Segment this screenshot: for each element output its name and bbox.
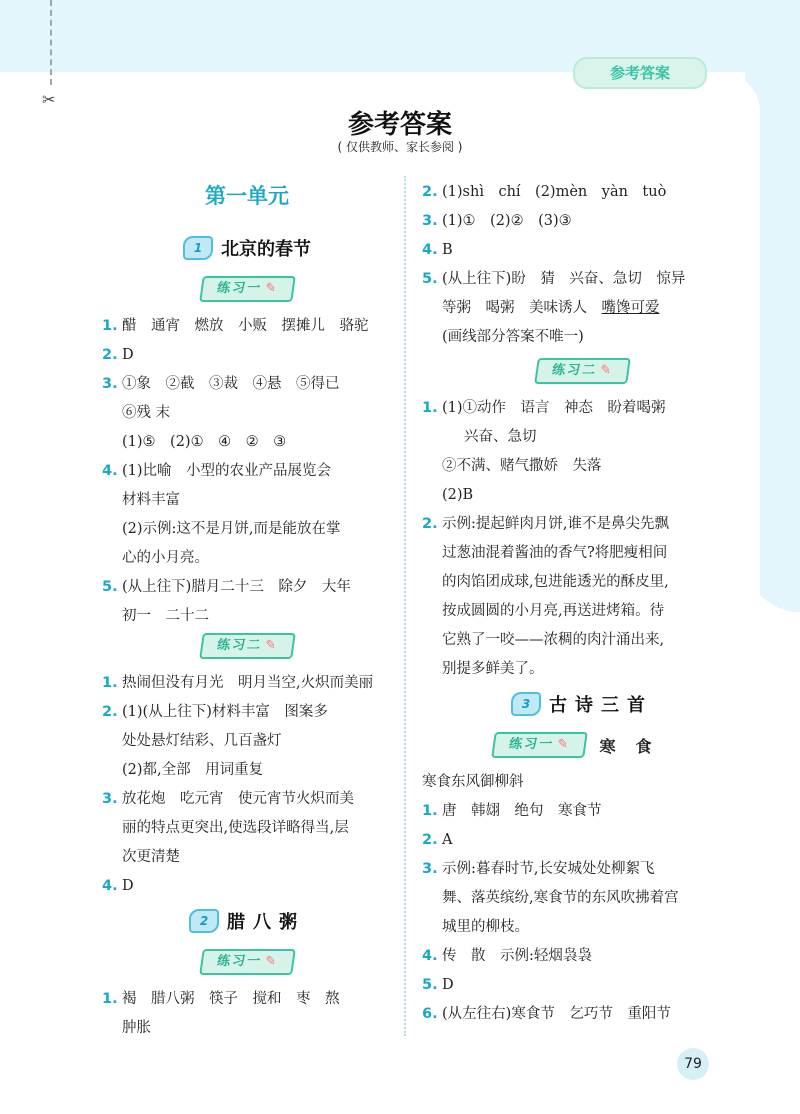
answer-text: 示例:暮春时节,长安城处处柳絮飞	[442, 861, 655, 877]
page-number: 79	[677, 1048, 709, 1080]
page-title: 参考答案	[347, 110, 452, 140]
answer-line	[102, 544, 392, 573]
answer-text: (从左往右)寒食节 乞巧节 重阳节	[442, 1006, 671, 1022]
right-column	[422, 178, 742, 1029]
question-number: 3.	[422, 861, 438, 877]
answer-text: 醋 通宵 燃放 小贩 摆摊儿 骆驼	[122, 318, 369, 334]
answer-line	[102, 486, 392, 515]
question-number: 3.	[422, 213, 438, 229]
page-subtitle: ( 仅供教师、家长参阅 )	[337, 140, 463, 154]
answer-line	[422, 265, 742, 294]
column-divider	[404, 176, 406, 1036]
question-number: 1.	[102, 991, 118, 1007]
scissors-icon: ✂	[42, 90, 56, 109]
answer-text: 等粥 喝粥 美味诱人	[442, 300, 602, 316]
lesson-number-icon: 3	[511, 692, 541, 716]
answer-text: 过葱油混着酱油的香气?将肥瘦相间	[442, 545, 668, 561]
answer-line	[102, 785, 392, 814]
question-number: 5.	[422, 271, 438, 287]
answer-line	[422, 855, 742, 884]
pencil-icon: ✎	[555, 737, 571, 752]
answer-line	[102, 843, 392, 872]
answer-text: 处处悬灯结彩、几百盏灯	[122, 733, 282, 749]
pencil-icon: ✎	[598, 363, 614, 378]
answer-text: (1)比喻 小型的农业产品展览会	[122, 463, 332, 479]
exercise-label: 练习一	[507, 737, 555, 752]
answer-line	[422, 423, 742, 452]
answer-line	[422, 655, 742, 684]
answer-list	[102, 669, 392, 901]
answer-text: 肿胀	[122, 1020, 151, 1036]
question-number: 4.	[422, 948, 438, 964]
answer-text: 初一 二十二	[122, 608, 209, 624]
pencil-icon: ✎	[263, 954, 279, 969]
answer-line	[422, 539, 742, 568]
underlined-answer: 嘴馋可爱	[601, 300, 660, 316]
answer-text: B	[442, 242, 453, 258]
lesson-heading	[102, 228, 392, 268]
exercise-heading	[422, 356, 742, 386]
unit-title: 第一单元	[205, 184, 289, 208]
answer-line	[102, 602, 392, 631]
answer-text: D	[442, 977, 454, 993]
question-number: 3.	[102, 376, 118, 392]
left-column	[102, 178, 392, 1043]
answer-line	[422, 294, 742, 323]
answer-line: (画线部分答案不唯一)	[442, 329, 584, 345]
lesson-heading	[102, 901, 392, 941]
answer-line	[102, 370, 392, 399]
question-number: 4.	[422, 242, 438, 258]
answer-text: 丽的特点更突出,使选段详略得当,层	[122, 820, 349, 836]
answer-text: 按成圆圆的小月亮,再送进烤箱。待	[442, 603, 665, 619]
lesson-number-icon: 1	[183, 236, 213, 260]
answer-text: (1)(从上往下)材料丰富 图案多	[122, 704, 328, 720]
answer-list	[422, 768, 742, 1029]
question-number: 1.	[102, 675, 118, 691]
answer-text: D	[122, 878, 134, 894]
answer-line	[102, 1014, 392, 1043]
answer-tag: 参考答案	[573, 57, 707, 89]
exercise-badge	[534, 358, 631, 384]
answer-text: 次更清楚	[122, 849, 180, 865]
pencil-icon: ✎	[263, 281, 279, 296]
answer-line	[422, 452, 742, 481]
question-number: 2.	[102, 347, 118, 363]
answer-line	[422, 178, 742, 207]
answer-text: 它熟了一咬——浓稠的肉汁涌出来,	[442, 632, 665, 648]
exercise-badge	[199, 949, 296, 975]
answer-list	[422, 178, 742, 294]
poem-title: 寒食	[599, 736, 672, 756]
answer-line	[422, 394, 742, 423]
answer-text: (1)⑤ (2)① ④ ② ③	[122, 434, 287, 450]
answer-text: 舞、落英缤纷,寒食节的东风吹拂着宫	[442, 890, 679, 906]
lesson-heading	[422, 684, 742, 724]
answer-line	[422, 510, 742, 539]
answer-text: 传 散 示例:轻烟袅袅	[442, 948, 592, 964]
answer-text: (1)①动作 语言 神态 盼着喝粥	[442, 400, 666, 416]
answer-line	[102, 573, 392, 602]
exercise-label: 练习二	[550, 363, 598, 378]
answer-line	[422, 481, 742, 510]
answer-text: 城里的柳枝。	[442, 919, 529, 935]
answer-line	[422, 1000, 742, 1029]
answer-line	[102, 312, 392, 341]
answer-text: (2)都,全部 用词重复	[122, 762, 264, 778]
answer-line	[102, 341, 392, 370]
answer-line	[102, 985, 392, 1014]
answer-line	[102, 872, 392, 901]
answer-text: 褐 腊八粥 筷子 搅和 枣 熬	[122, 991, 340, 1007]
question-number: 2.	[422, 184, 438, 200]
answer-text: A	[442, 832, 453, 848]
question-number: 5.	[102, 579, 118, 595]
answer-line	[102, 698, 392, 727]
exercise-label: 练习一	[215, 954, 263, 969]
question-number: 2.	[422, 832, 438, 848]
answer-line	[422, 971, 742, 1000]
answer-text: 的肉馅团成球,包进能透光的酥皮里,	[442, 574, 669, 590]
exercise-label: 练习一	[215, 281, 263, 296]
answer-line	[422, 913, 742, 942]
answer-line	[422, 236, 742, 265]
pencil-icon: ✎	[263, 638, 279, 653]
answer-line	[102, 727, 392, 756]
answer-text: 放花炮 吃元宵 使元宵节火炽而美	[122, 791, 354, 807]
exercise-heading	[422, 730, 742, 760]
exercise-badge	[199, 633, 296, 659]
answer-line	[422, 597, 742, 626]
answer-text: (1)① (2)② (3)③	[442, 213, 572, 229]
answer-text: (从上往下)盼 猜 兴奋、急切 惊异	[442, 271, 686, 287]
answer-line	[102, 756, 392, 785]
question-number: 1.	[422, 803, 438, 819]
exercise-heading	[102, 947, 392, 977]
lesson-title: 腊八粥	[227, 912, 305, 933]
answer-text: (2)B	[442, 487, 474, 503]
answer-text: 心的小月亮。	[122, 550, 209, 566]
exercise-label: 练习二	[215, 638, 263, 653]
lesson-number-icon: 2	[189, 909, 219, 933]
answer-line	[422, 768, 742, 797]
answer-line	[102, 814, 392, 843]
answer-line	[422, 942, 742, 971]
question-number: 6.	[422, 1006, 438, 1022]
answer-text: 寒食东风御柳斜	[422, 774, 524, 790]
question-number: 3.	[102, 791, 118, 807]
question-number: 4.	[102, 878, 118, 894]
answer-list	[102, 985, 392, 1043]
question-number: 2.	[422, 516, 438, 532]
answer-text: ①象 ②截 ③裁 ④悬 ⑤得已	[122, 376, 340, 392]
answer-line	[102, 399, 392, 428]
lesson-title: 古诗三首	[549, 695, 653, 716]
answer-line	[102, 515, 392, 544]
answer-line	[422, 568, 742, 597]
answer-text: (从上往下)腊月二十三 除夕 大年	[122, 579, 351, 595]
answer-text: 别提多鲜美了。	[442, 661, 544, 677]
answer-text: (1)shì chí (2)mèn yàn tuò	[442, 184, 667, 200]
answer-text: D	[122, 347, 134, 363]
question-number: 2.	[102, 704, 118, 720]
answer-line	[422, 884, 742, 913]
cut-line	[50, 0, 52, 85]
answer-line	[102, 428, 392, 457]
exercise-badge	[199, 276, 296, 302]
question-number: 1.	[102, 318, 118, 334]
answer-list	[422, 394, 742, 684]
answer-text: 材料丰富	[122, 492, 180, 508]
question-number: 1.	[422, 400, 438, 416]
answer-text: 兴奋、急切	[464, 429, 537, 445]
question-number: 4.	[102, 463, 118, 479]
answer-text: 示例:提起鲜肉月饼,谁不是鼻尖先飘	[442, 516, 669, 532]
answer-line	[422, 826, 742, 855]
answer-text: (2)示例:这不是月饼,而是能放在掌	[122, 521, 341, 537]
answer-line	[422, 207, 742, 236]
answer-text: ⑥残 末	[122, 405, 171, 421]
answer-line	[422, 797, 742, 826]
question-number: 5.	[422, 977, 438, 993]
lesson-title: 北京的春节	[221, 239, 311, 260]
exercise-heading	[102, 631, 392, 661]
answer-text: 唐 韩翃 绝句 寒食节	[442, 803, 602, 819]
answer-line	[422, 626, 742, 655]
answer-line	[102, 669, 392, 698]
answer-text: 热闹但没有月光 明月当空,火炽而美丽	[122, 675, 374, 691]
exercise-badge	[491, 732, 588, 758]
answer-text: ②不满、赌气撒娇 失落	[442, 458, 602, 474]
answer-list	[102, 312, 392, 631]
exercise-heading	[102, 274, 392, 304]
answer-line	[102, 457, 392, 486]
